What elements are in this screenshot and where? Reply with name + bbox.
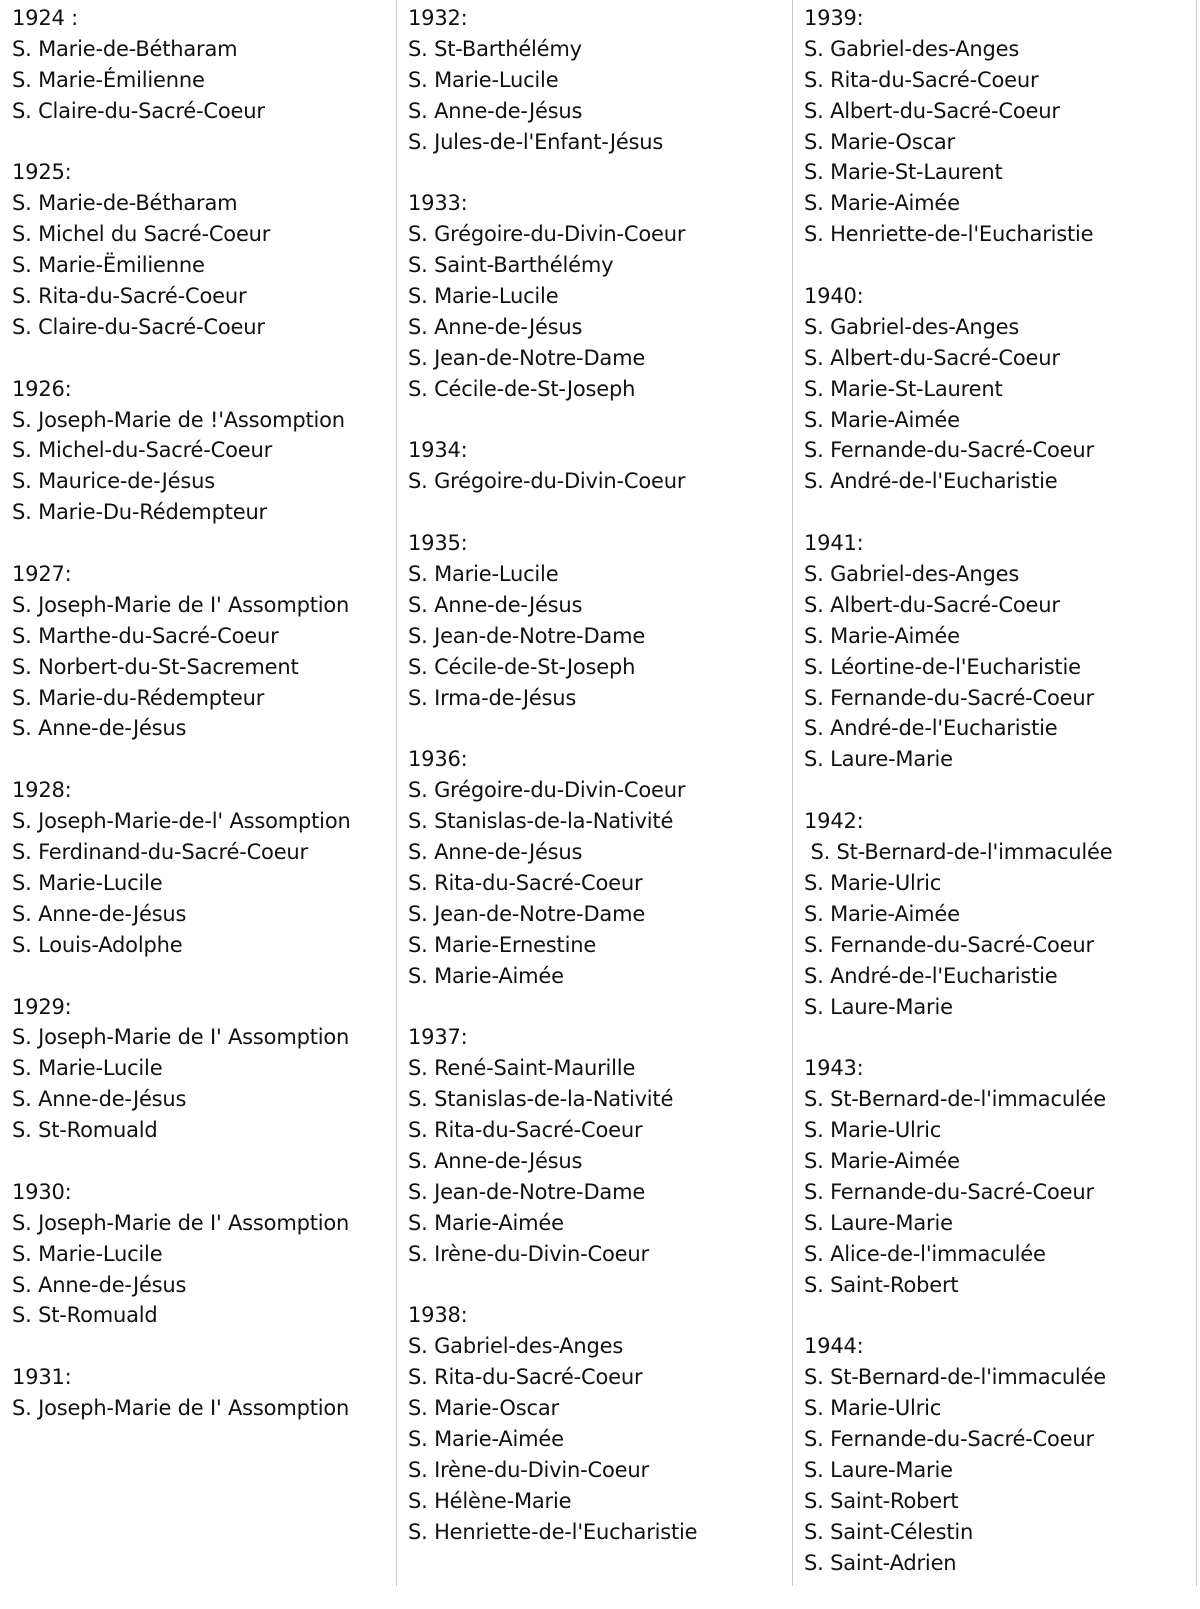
list-item: S. Marie-Aimée [804,1148,960,1173]
list-item: S. Jules-de-l'Enfant-Jésus [408,129,664,154]
list-item: S. Claire-du-Sacré-Coeur [12,98,265,123]
list-item: S. Marie-Lucile [12,870,163,895]
list-item: S. Marie-Ulric [804,1118,942,1143]
list-item: S. Gabriel-des-Anges [408,1334,624,1359]
year-heading: 1938: [408,1303,468,1328]
list-item: S. Marie-Aimée [804,623,960,648]
list-item: S. Marie-Émilienne [12,67,205,92]
list-item: S. Marie-Du-Rédempteur [12,500,267,525]
year-heading: 1934: [408,438,468,463]
year-heading: 1924 : [12,6,78,30]
list-item: S. Saint-Robert [804,1272,959,1297]
list-item: S. Saint-Adrien [804,1550,957,1575]
year-group [408,3,792,157]
list-item: S. Marie-Lucile [408,562,559,587]
list-item: S. Jean-de-Notre-Dame [408,623,646,648]
year-group [804,528,1194,775]
list-item: S. Michel-du-Sacré-Coeur [12,438,273,463]
list-item: S. St-Bernard-de-l'immaculée [804,840,1113,865]
list-item: S. Rita-du-Sacré-Coeur [408,1365,643,1390]
year-group [804,281,1194,497]
column-1 [12,3,396,1455]
list-item: S. Anne-de-Jésus [408,314,583,339]
list-item: S. Marie-de-Bétharam [12,191,238,216]
list-item: S. Marthe-du-Sacré-Coeur [12,623,279,648]
list-item: S. Marie-Ëmilienne [12,253,205,278]
year-group [408,1300,792,1547]
list-item: S. Irène-du-Divin-Coeur [408,1457,649,1482]
list-item: S. Stanislas-de-la-Nativité [408,809,674,834]
year-group [804,3,1194,250]
list-item: S. Marie-Ulric [804,1396,942,1421]
year-group [408,1022,792,1269]
list-item: S. Saint-Barthélémy [408,253,614,278]
list-item: S. Anne-de-Jésus [408,98,583,123]
year-group [408,435,792,497]
year-group [804,1053,1194,1300]
list-item: S. Marie-Lucile [12,1056,163,1081]
year-group [804,806,1194,1022]
list-item: S. Jean-de-Notre-Dame [408,1179,646,1204]
year-group [12,992,396,1146]
column-2 [408,3,792,1578]
list-item: S. Joseph-Marie de I' Assomption [12,592,350,617]
list-item: S. Fernande-du-Sacré-Coeur [804,685,1094,710]
list-item: S. Cécile-de-St-Joseph [408,376,636,401]
list-item: S. Jean-de-Notre-Dame [408,901,646,926]
list-item: S. Gabriel-des-Anges [804,36,1020,61]
list-item: S. Albert-du-Sacré-Coeur [804,345,1060,370]
column-divider [1196,0,1197,1586]
year-heading: 1936: [408,747,468,772]
list-item: S. Marie-Oscar [408,1396,559,1421]
year-heading: 1941: [804,531,864,556]
list-item: S. Anne-de-Jésus [12,716,187,741]
year-group [12,1362,396,1424]
list-item: S. Rita-du-Sacré-Coeur [408,870,643,895]
list-item: S. Fernande-du-Sacré-Coeur [804,932,1094,957]
list-item: S. Jean-de-Notre-Dame [408,345,646,370]
list-item: S. Laure-Marie [804,994,953,1019]
list-item: S. Marie-du-Rédempteur [12,685,265,710]
list-item: S. Hélène-Marie [408,1488,572,1513]
list-item: S. Anne-de-Jésus [12,901,187,926]
list-item: S. André-de-l'Eucharistie [804,716,1058,741]
list-item: S. Marie-Lucile [12,1241,163,1266]
year-group [12,3,396,127]
list-item: S. Saint-Robert [804,1488,959,1513]
year-heading: 1935: [408,531,468,556]
list-item: S. St-Bernard-de-l'immaculée [804,1365,1106,1390]
column-divider [396,0,397,1586]
year-heading: 1929: [12,994,72,1019]
list-item: S. Albert-du-Sacré-Coeur [804,98,1060,123]
year-group [12,559,396,744]
list-item: S. Marie-Aimée [408,1426,564,1451]
year-group [804,1331,1194,1578]
list-item: S. Fernande-du-Sacré-Coeur [804,438,1094,463]
year-heading: 1940: [804,284,864,309]
list-item: S. Léortine-de-l'Eucharistie [804,654,1081,679]
list-item: S. Rita-du-Sacré-Coeur [804,67,1039,92]
list-item: S. Laure-Marie [804,1457,953,1482]
list-item: S. Norbert-du-St-Sacrement [12,654,299,679]
list-item: S. Marie-Aimée [804,191,960,216]
list-item: S. Joseph-Marie-de-l' Assomption [12,809,351,834]
list-item: S. Marie-Oscar [804,129,955,154]
year-heading: 1933: [408,191,468,216]
year-heading: 1939: [804,6,864,30]
list-item: S. René-Saint-Maurille [408,1056,636,1081]
year-heading: 1930: [12,1179,72,1204]
list-item: S. Anne-de-Jésus [408,592,583,617]
list-item: S. Fernande-du-Sacré-Coeur [804,1426,1094,1451]
list-item: S. Marie-St-Laurent [804,376,1003,401]
list-item: S. St-Barthélémy [408,36,582,61]
list-item: S. Maurice-de-Jésus [12,469,215,494]
list-item: S. Anne-de-Jésus [12,1272,187,1297]
column-divider [792,0,793,1586]
list-item: S. Louis-Adolphe [12,932,183,957]
list-item: S. Grégoire-du-Divin-Coeur [408,778,686,803]
list-item: S. Marie-Aimée [408,963,564,988]
list-item: S. Cécile-de-St-Joseph [408,654,636,679]
list-item: S. Gabriel-des-Anges [804,314,1020,339]
year-heading: 1928: [12,778,72,803]
year-group [12,775,396,960]
list-item: S. Joseph-Marie de I' Assomption [12,1210,350,1235]
year-heading: 1925: [12,160,72,185]
list-item: S. Henriette-de-l'Eucharistie [408,1519,698,1544]
list-item: S. Joseph-Marie de !'Assomption [12,407,345,432]
list-item: S. Marie-Ernestine [408,932,597,957]
list-item: S. Marie-St-Laurent [804,160,1003,185]
list-item: S. Ferdinand-du-Sacré-Coeur [12,840,308,865]
year-heading: 1927: [12,562,72,587]
list-item: S. Anne-de-Jésus [12,1087,187,1112]
list-item: S. St-Bernard-de-l'immaculée [804,1087,1106,1112]
list-item: S. Marie-Ulric [804,870,942,895]
list-item: S. Marie-Lucile [408,284,559,309]
list-item: S. Albert-du-Sacré-Coeur [804,592,1060,617]
list-item: S. Gabriel-des-Anges [804,562,1020,587]
list-item: S. Alice-de-l'immaculée [804,1241,1046,1266]
list-item: S. Grégoire-du-Divin-Coeur [408,469,686,494]
list-item: S. André-de-l'Eucharistie [804,963,1058,988]
year-group [12,157,396,342]
list-item: S. Laure-Marie [804,747,953,772]
year-heading: 1944: [804,1334,864,1359]
list-item: S. Fernande-du-Sacré-Coeur [804,1179,1094,1204]
year-group [408,744,792,991]
list-item: S. Marie-Lucile [408,67,559,92]
list-item: S. Anne-de-Jésus [408,840,583,865]
list-item: S. Henriette-de-l'Eucharistie [804,222,1094,247]
list-item: S. Stanislas-de-la-Nativité [408,1087,674,1112]
year-group [408,528,792,713]
column-3 [804,3,1194,1609]
list-item: S. Irène-du-Divin-Coeur [408,1241,649,1266]
list-item: S. Marie-Aimée [804,901,960,926]
list-item: S. St-Romuald [12,1303,158,1328]
list-item: S. Michel du Sacré-Coeur [12,222,271,247]
year-heading: 1937: [408,1025,468,1050]
list-item: S. Claire-du-Sacré-Coeur [12,314,265,339]
list-item: S. Marie-Aimée [804,407,960,432]
year-group [12,1177,396,1331]
list-item: S. Marie-Aimée [408,1210,564,1235]
list-item: S. Rita-du-Sacré-Coeur [12,284,247,309]
list-item: S. Joseph-Marie de I' Assomption [12,1025,350,1050]
list-item: S. Joseph-Marie de I' Assomption [12,1396,350,1421]
list-item: S. Saint-Célestin [804,1519,974,1544]
list-item: S. Laure-Marie [804,1210,953,1235]
year-heading: 1926: [12,376,72,401]
list-item: S. Rita-du-Sacré-Coeur [408,1118,643,1143]
year-heading: 1943: [804,1056,864,1081]
list-item: S. André-de-l'Eucharistie [804,469,1058,494]
year-heading: 1931: [12,1365,72,1390]
list-item: S. Irma-de-Jésus [408,685,577,710]
list-item: S. St-Romuald [12,1118,158,1143]
list-item: S. Grégoire-du-Divin-Coeur [408,222,686,247]
list-item: S. Anne-de-Jésus [408,1148,583,1173]
year-group [12,374,396,528]
year-group [408,188,792,404]
list-item: S. Marie-de-Bétharam [12,36,238,61]
year-heading: 1942: [804,809,864,834]
year-heading: 1932: [408,6,468,30]
